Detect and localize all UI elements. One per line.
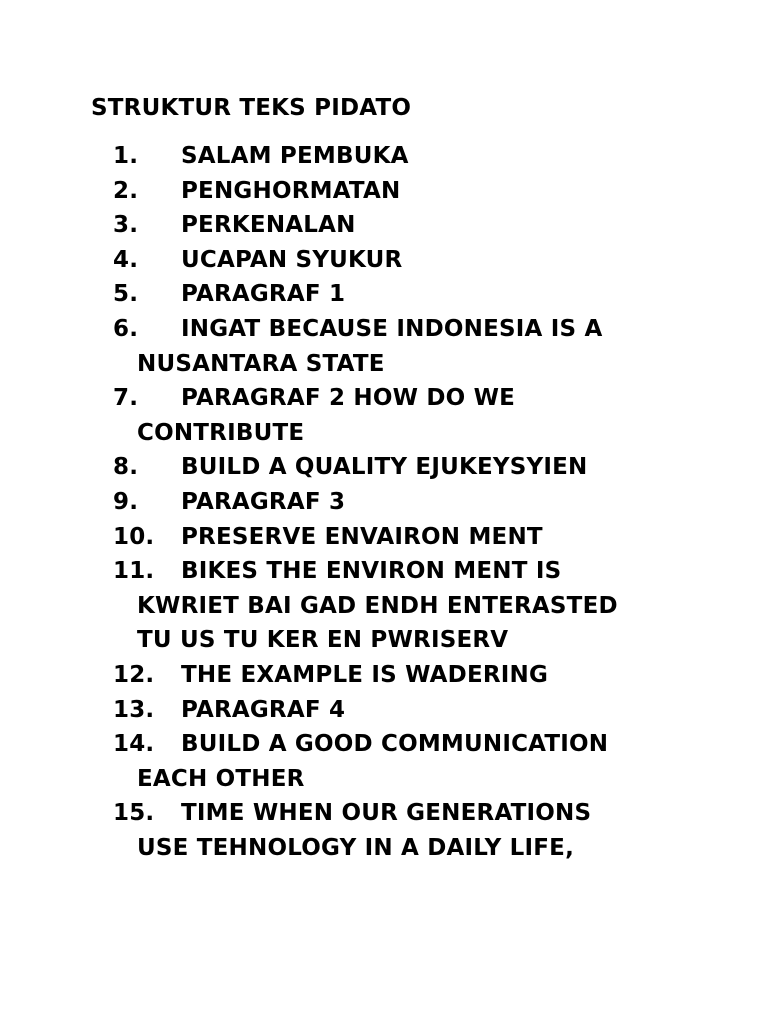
list-item [113,450,733,485]
list-item-text: BUILD A QUALITY EJUKEYSYIEN [181,454,588,481]
list-item [113,554,733,658]
list-item-number: 5. [113,281,139,308]
list-item-number: 11. [113,558,155,585]
list-item-line [113,450,733,485]
list-item-line [113,658,733,693]
list-item-number: 8. [113,454,139,481]
list-item-line [113,727,733,762]
numbered-list [113,139,733,865]
list-item-continuation: TU US TU KER EN PWRISERV [137,627,509,654]
list-item [113,277,733,312]
list-item-number: 9. [113,488,139,515]
list-item-text: BUILD A GOOD COMMUNICATION [181,731,609,758]
list-item-line [113,208,733,243]
list-item-number: 14. [113,731,155,758]
list-item-line [113,485,733,520]
list-item-line [113,520,733,555]
list-item [113,658,733,693]
list-item [113,693,733,728]
list-item-number: 15. [113,800,155,827]
list-item-line [113,174,733,209]
list-item-text: PERKENALAN [181,212,356,239]
list-item [113,208,733,243]
list-item [113,139,733,174]
list-item [113,312,733,381]
list-item-continuation: EACH OTHER [137,765,305,792]
list-item-number: 1. [113,143,139,169]
list-item-text: PARAGRAF 3 [181,488,346,515]
list-item-number: 2. [113,177,139,204]
list-item-number: 3. [113,212,139,239]
list-item-number: 7. [113,385,139,412]
list-item-text: UCAPAN SYUKUR [181,246,403,273]
list-item-text: SALAM PEMBUKA [181,143,409,169]
list-item-text: PENGHORMATAN [181,177,401,204]
list-item-text: BIKES THE ENVIRON MENT IS [181,558,562,585]
list-item [113,243,733,278]
list-item-number: 10. [113,523,155,550]
list-item-text: PARAGRAF 1 [181,281,346,308]
list-item-line [113,277,733,312]
list-item-line [113,312,733,347]
list-item [113,727,733,796]
list-item-number: 12. [113,661,155,688]
list-item-continuation: USE TEHNOLOGY IN A DAILY LIFE, [137,834,575,861]
list-item-continuation: NUSANTARA STATE [137,350,385,377]
list-item [113,796,733,865]
list-item-line [113,693,733,728]
list-item-number: 4. [113,246,139,273]
list-item-number: 6. [113,315,139,342]
list-item-line [113,796,733,831]
list-item [113,381,733,450]
list-item-line [113,381,733,416]
list-item-line [113,243,733,278]
list-item-text: PARAGRAF 4 [181,696,346,723]
list-item-number: 13. [113,696,155,723]
list-item-text: TIME WHEN OUR GENERATIONS [181,800,592,827]
list-item-text: INGAT BECAUSE INDONESIA IS A [181,315,603,342]
list-item-continuation: KWRIET BAI GAD ENDH ENTERASTED [137,592,618,619]
list-item-continuation: CONTRIBUTE [137,419,305,446]
list-item-text: THE EXAMPLE IS WADERING [181,661,549,688]
list-item-text: PARAGRAF 2 HOW DO WE [181,385,516,412]
list-item [113,485,733,520]
list-item-text: PRESERVE ENVAIRON MENT [181,523,543,550]
document-title: STRUKTUR TEKS PIDATO [91,95,412,121]
list-item [113,174,733,209]
list-item [113,520,733,555]
list-item-line [113,139,733,174]
list-item-line [113,554,733,589]
